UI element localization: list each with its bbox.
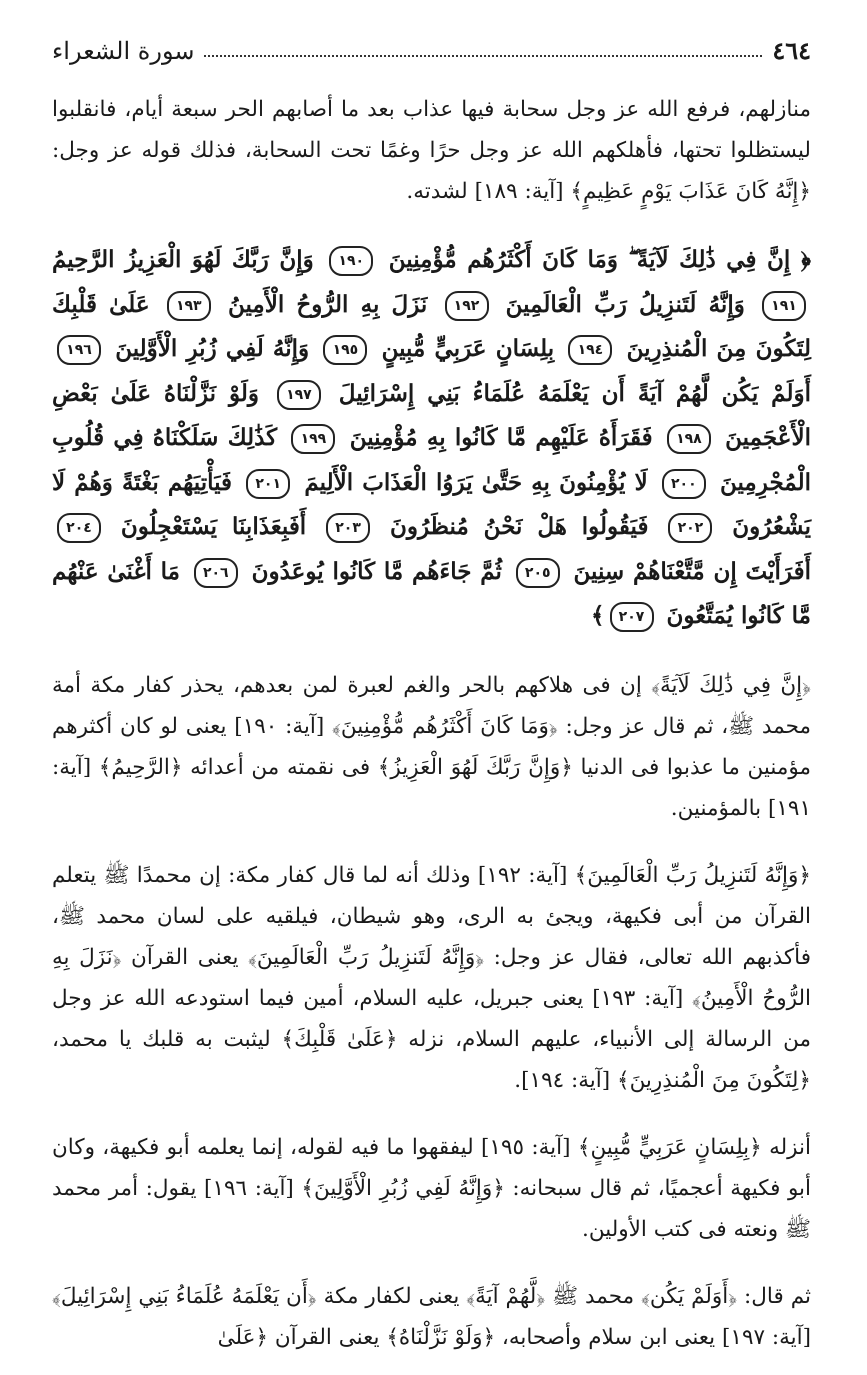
verse-number-marker: ١٩٢ — [445, 291, 489, 321]
verse-text: وَإِنَّهُ لَتَنزِيلُ رَبِّ الْعَالَمِينَ — [493, 290, 745, 318]
verse-text: فَقَرَأَهُ عَلَيْهِم مَّا كَانُوا بِهِ مُؤْمِنِينَ — [340, 424, 653, 451]
verse-text: فَيَأْتِيَهُم بَغْتَةً وَهُمْ لَا يَشْعُرُونَ — [52, 468, 811, 540]
verse-text: ﴿ إِنَّ فِي ذَٰلِكَ لَآيَةً ۖ وَمَا كَانَ أَكْثَرُهُم مُّؤْمِنِينَ — [378, 246, 811, 273]
verse-number-marker: ١٩٣ — [167, 291, 211, 321]
commentary-paragraph-2: ﴿وَإِنَّهُ لَتَنزِيلُ رَبِّ الْعَالَمِينَ﴾ [آية: ١٩٢] وذلك أنه لما قال كفار مكة: إن محمدًا ﷺ يتعلم القرآن من أبى فكيهة، ويجئ به الرى، وهو شيطان، فيلقيه على لسان محمد ﷺ، فأكذبهم الله تعالى، فقال عز وجل: ﴿وَإِنَّهُ لَتَنزِيلُ رَبِّ الْعَالَمِينَ﴾ يعنى القرآن ﴿نَزَلَ بِهِ الرُّوحُ الْأَمِينُ﴾ [آية: ١٩٣] يعنى جبريل، عليه السلام، أمين فيما استودعه الله عز وجل من الرسالة إلى الأنبياء، عليهم السلام، نزله ﴿عَلَىٰ قَلْبِكَ﴾ ليثبت به قلبك يا محمد، ﴿لِتَكُونَ مِنَ الْمُنذِرِينَ﴾ [آية: ١٩٤]. — [52, 862, 811, 1093]
verse-text: أَفَرَأَيْتَ إِن مَّتَّعْنَاهُمْ سِنِينَ — [564, 557, 811, 585]
quran-verses-block — [52, 238, 811, 639]
verse-text: وَإِنَّهُ لَفِي زُبُرِ الْأَوَّلِينَ — [106, 335, 310, 362]
verse-number-marker: ٢٠٠ — [662, 469, 706, 499]
verse-number-marker: ١٩٩ — [291, 424, 335, 454]
verse-number-marker: ٢٠٤ — [57, 513, 101, 543]
header-dotted-leader — [204, 55, 762, 57]
verse-number-marker: ٢٠٧ — [610, 602, 654, 632]
verse-text: لَا يُؤْمِنُونَ بِهِ حَتَّىٰ يَرَوُا الْعَذَابَ الْأَلِيمَ — [295, 468, 648, 496]
verse-text: مَا أَغْنَىٰ عَنْهُم مَّا كَانُوا يُمَتَّعُونَ — [52, 557, 811, 629]
verse-number-marker: ١٩٨ — [667, 424, 711, 454]
surah-title: سورة الشعراء — [52, 37, 195, 65]
verse-text: وَلَوْ نَزَّلْنَاهُ عَلَىٰ بَعْضِ الْأَعْجَمِينَ — [52, 379, 811, 451]
commentary-paragraph-1: ﴿إِنَّ فِي ذَٰلِكَ لَآيَةً﴾ إن فى هلاكهم بالحر والغم لعبرة لمن بعدهم، يحذر كفار مكة أمة محمد ﷺ، ثم قال عز وجل: ﴿وَمَا كَانَ أَكْثَرُهُم مُّؤْمِنِينَ﴾ [آية: ١٩٠] يعنى لو كان أكثرهم مؤمنين ما عذبوا فى الدنيا ﴿وَإِنَّ رَبَّكَ لَهُوَ الْعَزِيزُ﴾ فى نقمته من أعدائه ﴿الرَّحِيمُ﴾ [آية: ١٩١] بالمؤمنين. — [52, 672, 811, 821]
closing-bracket: ﴾ — [591, 602, 605, 629]
verse-number-marker: ١٩٥ — [323, 335, 367, 365]
commentary-paragraph-4: ثم قال: ﴿أَوَلَمْ يَكُن﴾ محمد ﷺ ﴿لَّهُمْ آيَةً﴾ يعنى لكفار مكة ﴿أَن يَعْلَمَهُ عُلَمَاءُ بَنِي إِسْرَائِيلَ﴾ [آية: ١٩٧] يعنى ابن سلام وأصحابه، ﴿وَلَوْ نَزَّلْنَاهُ﴾ يعنى القرآن ﴿عَلَىٰ — [52, 1283, 811, 1350]
verse-text: عَلَىٰ قَلْبِكَ لِتَكُونَ مِنَ الْمُنذِرِينَ — [52, 290, 812, 362]
verse-number-marker: ١٩١ — [762, 291, 806, 321]
verse-text: أَوَلَمْ يَكُن لَّهُمْ آيَةً أَن يَعْلَمَهُ عُلَمَاءُ بَنِي إِسْرَائِيلَ — [325, 379, 811, 407]
verse-text: بِلِسَانٍ عَرَبِيٍّ مُّبِينٍ — [372, 335, 555, 362]
commentary-paragraph-3: أنزله ﴿بِلِسَانٍ عَرَبِيٍّ مُّبِينٍ﴾ [آية: ١٩٥] ليفقهوا ما فيه لقوله، إنما يعلمه أبو فكيهة، وكان أبو فكيهة أعجميًا، ثم قال سبحانه: ﴿وَإِنَّهُ لَفِي زُبُرِ الْأَوَّلِينَ﴾ [آية: ١٩٦] يقول: أمر محمد ﷺ ونعته فى كتب الأولين. — [52, 1134, 812, 1242]
page-number: ٤٦٤ — [772, 36, 811, 65]
verse-number-marker: ١٩٦ — [57, 335, 101, 365]
verse-number-marker: ١٩٤ — [568, 335, 612, 365]
verse-number-marker: ٢٠٢ — [668, 513, 712, 543]
verse-text: فَيَقُولُوا هَلْ نَحْنُ مُنظَرُونَ — [375, 513, 649, 540]
verse-text: كَذَٰلِكَ سَلَكْنَاهُ فِي قُلُوبِ الْمُجْرِمِينَ — [52, 424, 811, 496]
verse-text: أَفَبِعَذَابِنَا يَسْتَعْجِلُونَ — [106, 513, 307, 540]
verse-text: ثُمَّ جَاءَهُم مَّا كَانُوا يُوعَدُونَ — [242, 557, 502, 585]
verse-number-marker: ٢٠٦ — [194, 558, 238, 588]
verse-text: وَإِنَّ رَبَّكَ لَهُوَ الْعَزِيزُ الرَّحِيمُ — [52, 246, 314, 273]
verse-number-marker: ١٩٠ — [329, 246, 373, 276]
verse-number-marker: ٢٠٥ — [516, 558, 560, 588]
verse-number-marker: ١٩٧ — [277, 380, 321, 410]
verse-text: نَزَلَ بِهِ الرُّوحُ الْأَمِينُ — [215, 290, 428, 318]
intro-paragraph: منازلهم، فرفع الله عز وجل سحابة فيها عذاب بعد ما أصابهم الحر سبعة أيام، فانقلبوا ليستظلوا تحتها، فأهلكهم الله عز وجل حرًا وغمًا تحت السحابة، فذلك قوله عز وجل: ﴿إِنَّهُ كَانَ عَذَابَ يَوْمٍ عَظِيمٍ﴾ [آية: ١٨٩] لشدته. — [52, 97, 811, 204]
verse-number-marker: ٢٠١ — [246, 469, 290, 499]
page-header — [52, 36, 811, 75]
verse-number-marker: ٢٠٣ — [326, 513, 370, 543]
